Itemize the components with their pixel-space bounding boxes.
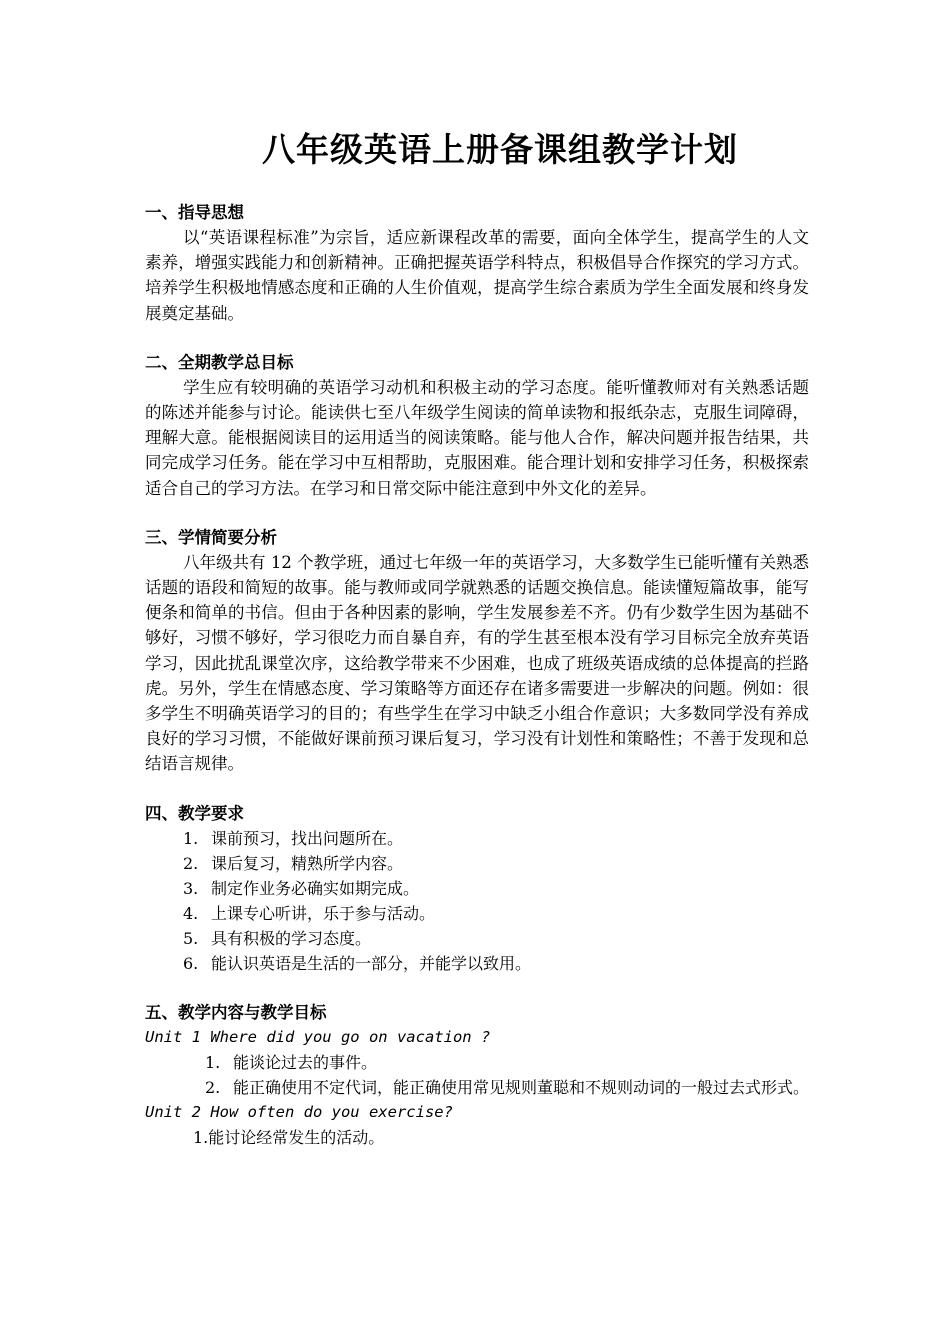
list-item: 4. 上课专心听讲，乐于参与活动。 bbox=[183, 903, 436, 923]
list-item: 1. 能谈论过去的事件。 bbox=[205, 1052, 378, 1072]
list-item: 6. 能认识英语是生活的一部分，并能学以致用。 bbox=[183, 953, 532, 973]
unit-goals-list bbox=[145, 1125, 809, 1150]
unit-title: Unit 2 How often do you exercise? bbox=[145, 1102, 453, 1121]
list-item: 2. 能正确使用不定代词，能正确使用常见规则董聪和不规则动词的一般过去式形式。 bbox=[205, 1077, 810, 1097]
section-heading-overall-goals: 二、全期教学总目标 bbox=[145, 352, 294, 372]
list-item: 5. 具有积极的学习态度。 bbox=[183, 928, 372, 948]
unit-goals-list bbox=[145, 1050, 809, 1100]
document-title: 八年级英语上册备课组教学计划 bbox=[262, 130, 738, 169]
section-heading-teaching-content: 五、教学内容与教学目标 bbox=[145, 1002, 327, 1022]
section-body-guiding-thought: 以“英语课程标准”为宗旨，适应新课程改革的需要，面向全体学生，提高学生的人文素养，增强实践能力和创新精神。正确把握英语学科特点，积极倡导合作探究的学习方式。培养学生积极地情感态度和正确的人生价值观，提高学生综合素质为学生全面发展和终身发展奠定基础。 bbox=[145, 228, 809, 323]
list-item: 1. 课前预习，找出问题所在。 bbox=[183, 828, 404, 848]
section-body-overall-goals: 学生应有较明确的英语学习动机和积极主动的学习态度。能听懂教师对有关熟悉话题的陈述并能参与讨论。能读供七至八年级学生阅读的简单读物和报纸杂志，克服生词障碍，理解大意。能根据阅读目的运用适当的阅读策略。能与他人合作，解决问题并报告结果，共同完成学习任务。能在学习中互相帮助，克服困难。能合理计划和安排学习任务，积极探索适合自己的学习方法。在学习和日常交际中能注意到中外文化的差异。 bbox=[145, 377, 809, 498]
document-body bbox=[145, 200, 809, 1150]
section-heading-guiding-thought: 一、指导思想 bbox=[145, 203, 244, 222]
section-heading-teaching-requirements: 四、教学要求 bbox=[145, 803, 244, 823]
section-heading-student-analysis: 三、学情简要分析 bbox=[145, 527, 277, 547]
unit-title: Unit 1 Where did you go on vacation ? bbox=[145, 1027, 491, 1046]
list-item: 3. 制定作业务必确实如期完成。 bbox=[183, 878, 420, 898]
list-item: 2. 课后复习，精熟所学内容。 bbox=[183, 853, 404, 873]
list-item: 1.能讨论经常发生的活动。 bbox=[193, 1127, 385, 1147]
requirements-list bbox=[145, 826, 809, 976]
section-body-student-analysis: 八年级共有 12 个教学班，通过七年级一年的英语学习，大多数学生已能听懂有关熟悉话题的语段和简短的故事。能与教师或同学就熟悉的话题交换信息。能读懂短篇故事，能写便条和简单的书信。但由于各种因素的影响，学生发展参差不齐。仍有少数学生因为基础不够好，习惯不够好，学习很吃力而自暴自弃，有的学生甚至根本没有学习目标完全放弃英语学习，因此扰乱课堂次序，这给教学带来不少困难，也成了班级英语成绩的总体提高的拦路虎。另外，学生在情感态度、学习策略等方面还存在诸多需要进一步解决的问题。例如：很多学生不明确英语学习的目的；有些学生在学习中缺乏小组合作意识；大多数同学没有养成良好的学习习惯，不能做好课前预习课后复习，学习没有计划性和策略性；不善于发现和总结语言规律。 bbox=[145, 552, 809, 774]
